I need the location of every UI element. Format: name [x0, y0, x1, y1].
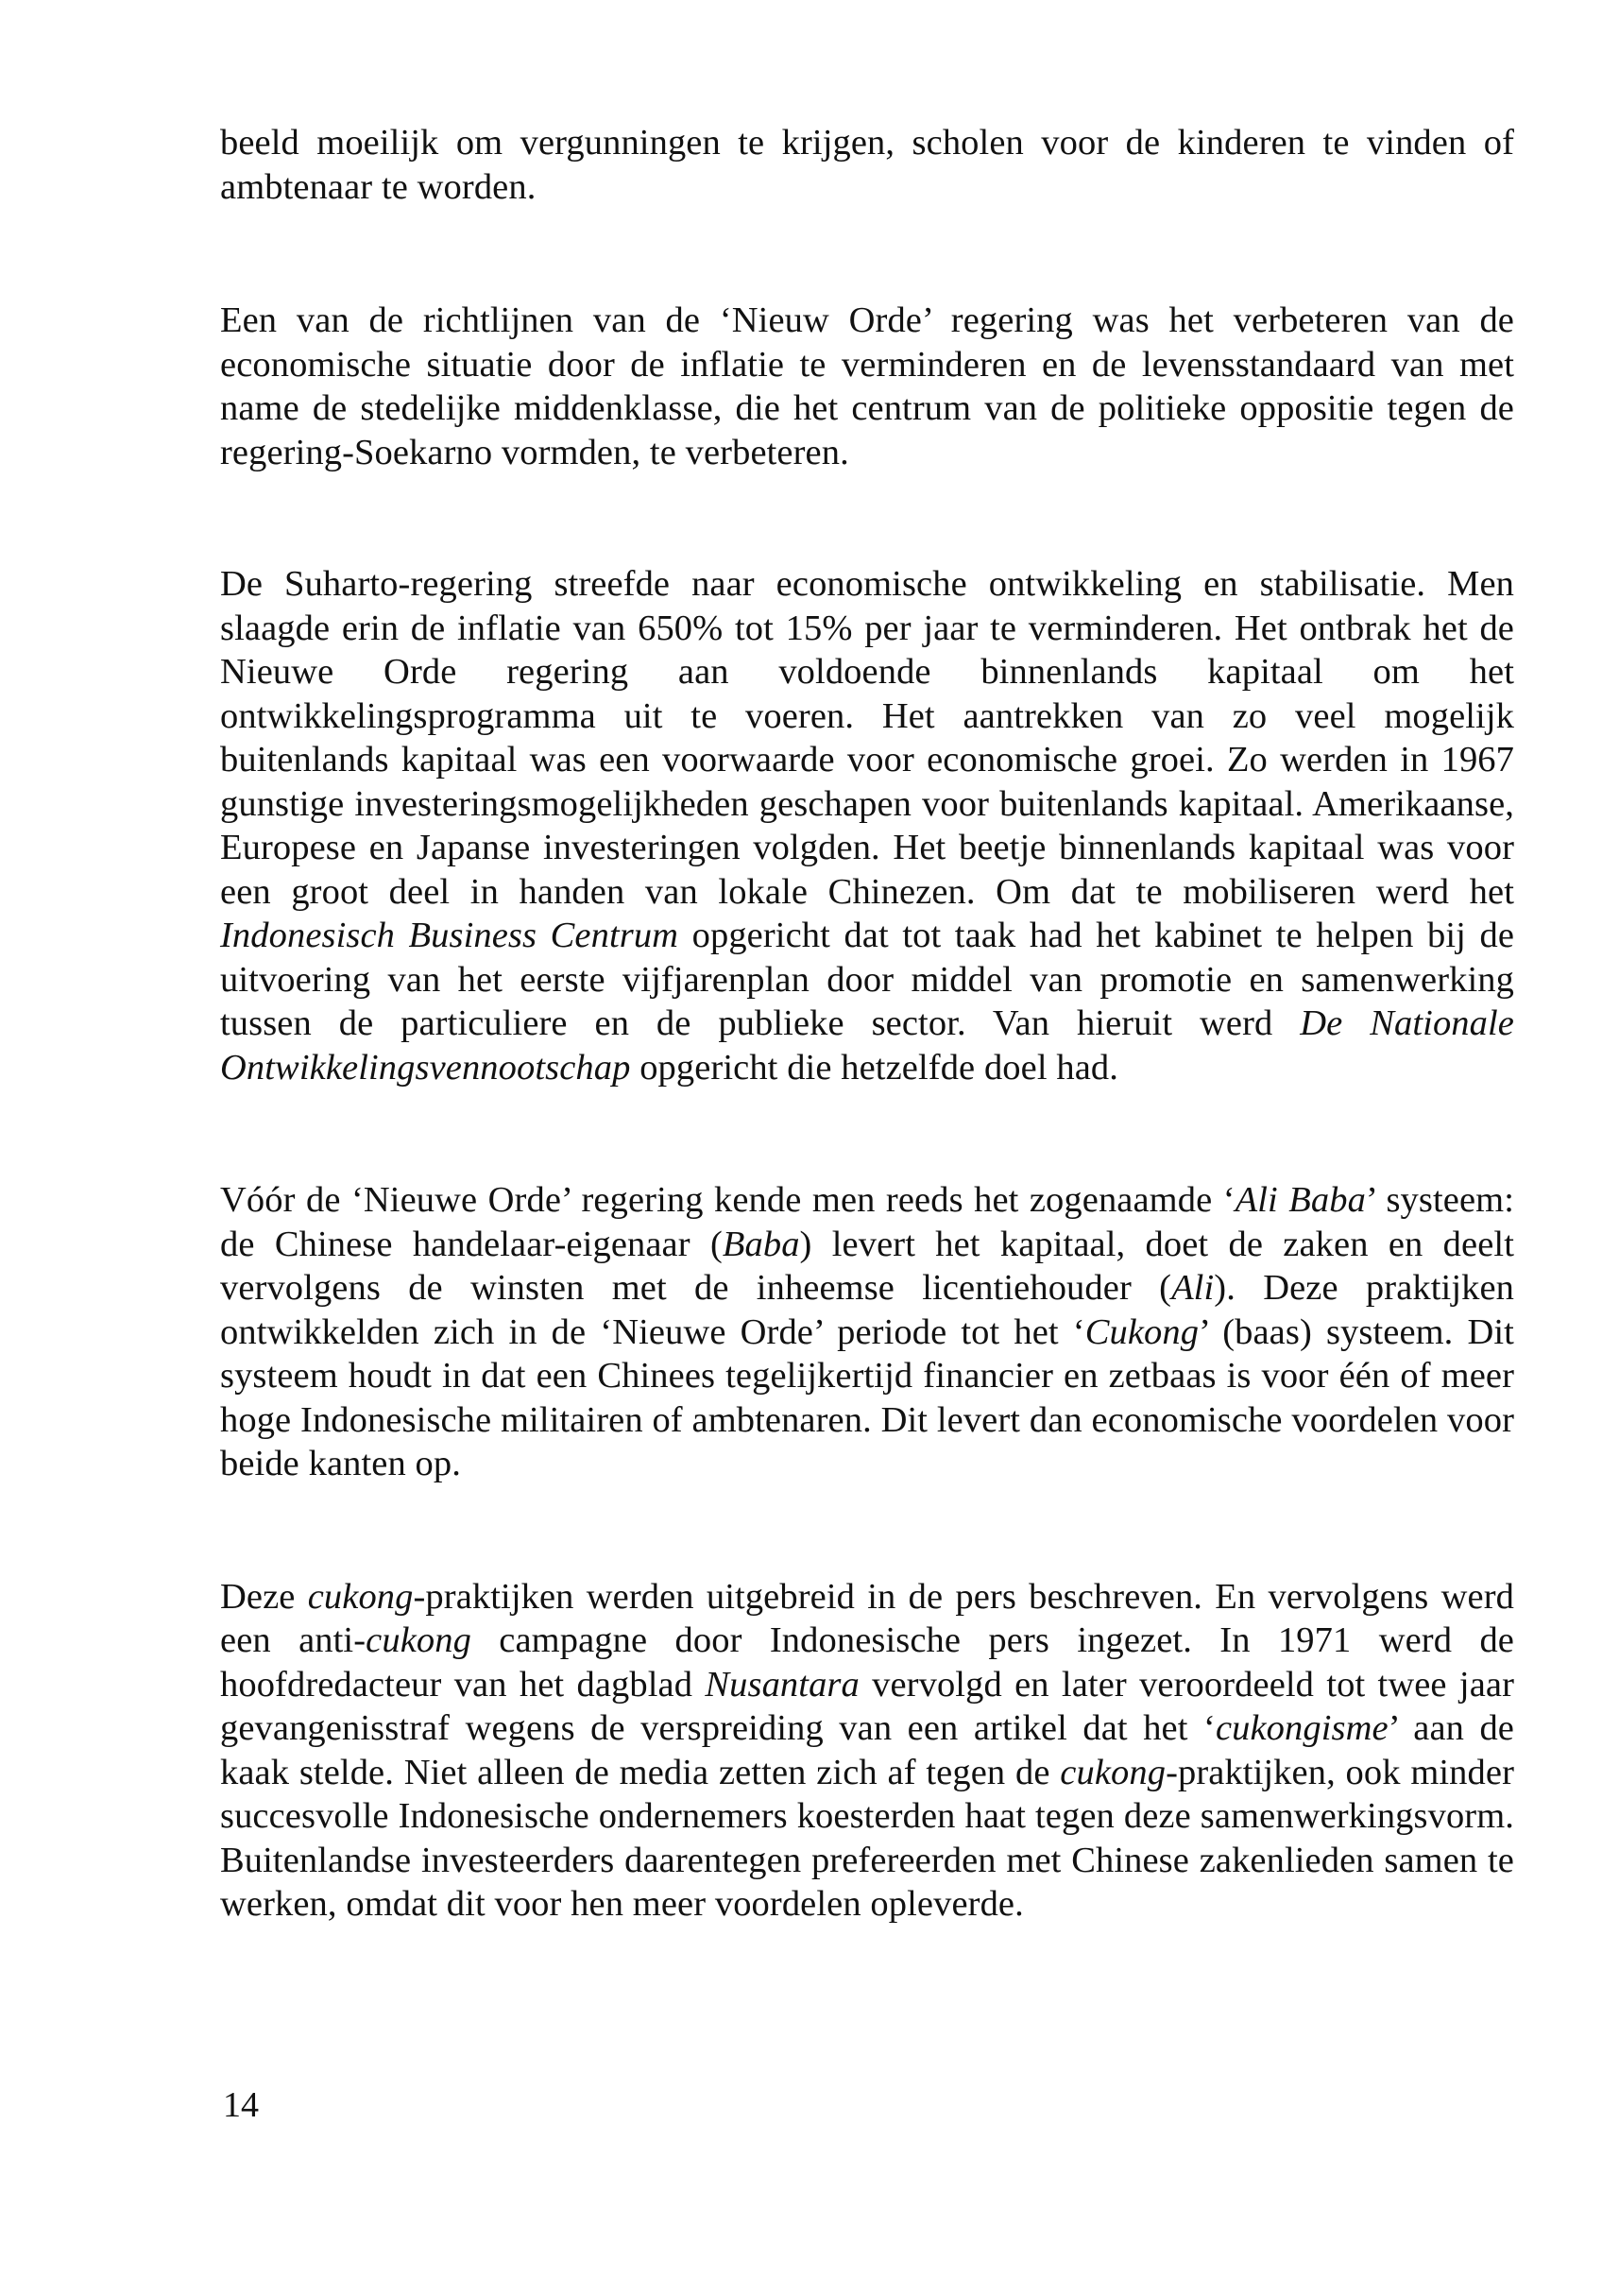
paragraph-5-text: vervolgd en later veroordeeld tot twee jaar gevangenisstraf wegens de verspreiding van een artikel dat het ‘: [220, 1664, 1515, 1748]
paragraph-5-text: ’ aan de kaak stelde. Niet alleen de media zetten zich af tegen de: [220, 1708, 1514, 1792]
italic-term-cukong: cukong: [1060, 1752, 1167, 1792]
italic-term-nusantara: Nusantara: [705, 1664, 860, 1705]
paragraph-3-text: opgericht dat tot taak had het kabinet te helpen bij de uitvoering van het eerste vijfjarenplan door middel van promotie en samenwerking tussen de particuliere en de publieke sector. Van hieruit werd: [220, 916, 1515, 1043]
italic-term-cukong: cukong: [366, 1620, 471, 1660]
paragraph-5: [220, 1575, 1514, 1927]
page-body: [220, 121, 1514, 1927]
paragraph-3: [220, 562, 1514, 1089]
italic-term-cukongisme: cukongisme: [1215, 1708, 1389, 1748]
italic-term-cukong: cukong: [307, 1576, 414, 1617]
paragraph-4: [220, 1178, 1514, 1486]
paragraph-4-text: ). Deze praktijken ontwikkelden zich in de ‘Nieuwe Orde’ periode tot het ‘: [220, 1268, 1515, 1352]
italic-term-cukong: Cukong: [1084, 1311, 1200, 1352]
paragraph-3-text: opgericht die hetzelfde doel had.: [630, 1047, 1118, 1088]
italic-term-ali: Ali: [1171, 1268, 1215, 1308]
paragraph-4-text: ’ (baas) systeem. Dit systeem houdt in dat een Chinees tegelijkertijd financier en zetbaas is voor één of meer hoge Indonesische militairen of ambtenaren. Dit levert dan economische voordelen voor beide kanten op.: [220, 1311, 1514, 1483]
page-number: 14: [223, 2085, 259, 2125]
paragraph-2-text: Een van de richtlijnen van de ‘Nieuw Orde’ regering was het verbeteren van de economische situatie door de inflatie te verminderen en de levensstandaard van met name de stedelijke middenklasse, die het centrum van de politieke oppositie tegen de regering-Soekarno vormden, te verbeteren.: [220, 300, 1514, 472]
paragraph-2: [220, 299, 1514, 474]
paragraph-1-text: beeld moeilijk om vergunningen te krijgen, scholen voor de kinderen te vinden of ambtenaar te worden.: [220, 123, 1514, 207]
paragraph-5-text: Deze: [220, 1576, 308, 1617]
paragraph-5-text: -praktijken, ook minder succesvolle Indonesische ondernemers koesterden haat tegen deze samenwerkingsvorm. Buitenlandse investeerders daarentegen prefereerden met Chinese zakenlieden samen te werken, omdat dit voor hen meer voordelen opleverde.: [220, 1752, 1514, 1924]
italic-term-baba: Baba: [722, 1224, 800, 1264]
paragraph-4-text: Vóór de ‘Nieuwe Orde’ regering kende men reeds het zogenaamde ‘: [220, 1180, 1236, 1220]
italic-term-indonesisch-business-centrum: Indonesisch Business Centrum: [220, 916, 679, 955]
paragraph-5-text: -praktijken werden uitgebreid in de pers beschreven. En vervolgens werd een anti-: [220, 1576, 1514, 1660]
paragraph-3-text: De Suharto-regering streefde naar economische ontwikkeling en stabilisatie. Men slaagde erin de inflatie van 650% tot 15% per jaar te verminderen. Het ontbrak het de Nieuwe Orde regering aan voldoende binnenlands kapitaal om het ontwikkelingsprogramma uit te voeren. Het aantrekken van zo veel mogelijk buitenlands kapitaal was een voorwaarde voor economische groei. Zo werden in 1967 gunstige investeringsmogelijkheden geschapen voor buitenlands kapitaal. Amerikaanse, Europese en Japanse investeringen volgden. Het beetje binnenlands kapitaal was voor een groot deel in handen van lokale Chinezen. Om dat te mobiliseren werd het: [220, 564, 1514, 912]
italic-term-nationale-ontwikkelingsvennootschap: De Nationale Ontwikkelingsvennootschap: [220, 1003, 1514, 1088]
paragraph-5-text: campagne door Indonesische pers ingezet. In 1971 werd de hoofdredacteur van het dagblad: [220, 1620, 1514, 1705]
italic-term-ali-baba: Ali Baba: [1235, 1180, 1366, 1220]
paragraph-4-text: ’ systeem: de Chinese handelaar-eigenaar (: [220, 1180, 1514, 1264]
paragraph-4-text: ) levert het kapitaal, doet de zaken en deelt vervolgens de winsten met de inheemse licentiehouder (: [220, 1224, 1514, 1308]
paragraph-1: [220, 121, 1514, 209]
